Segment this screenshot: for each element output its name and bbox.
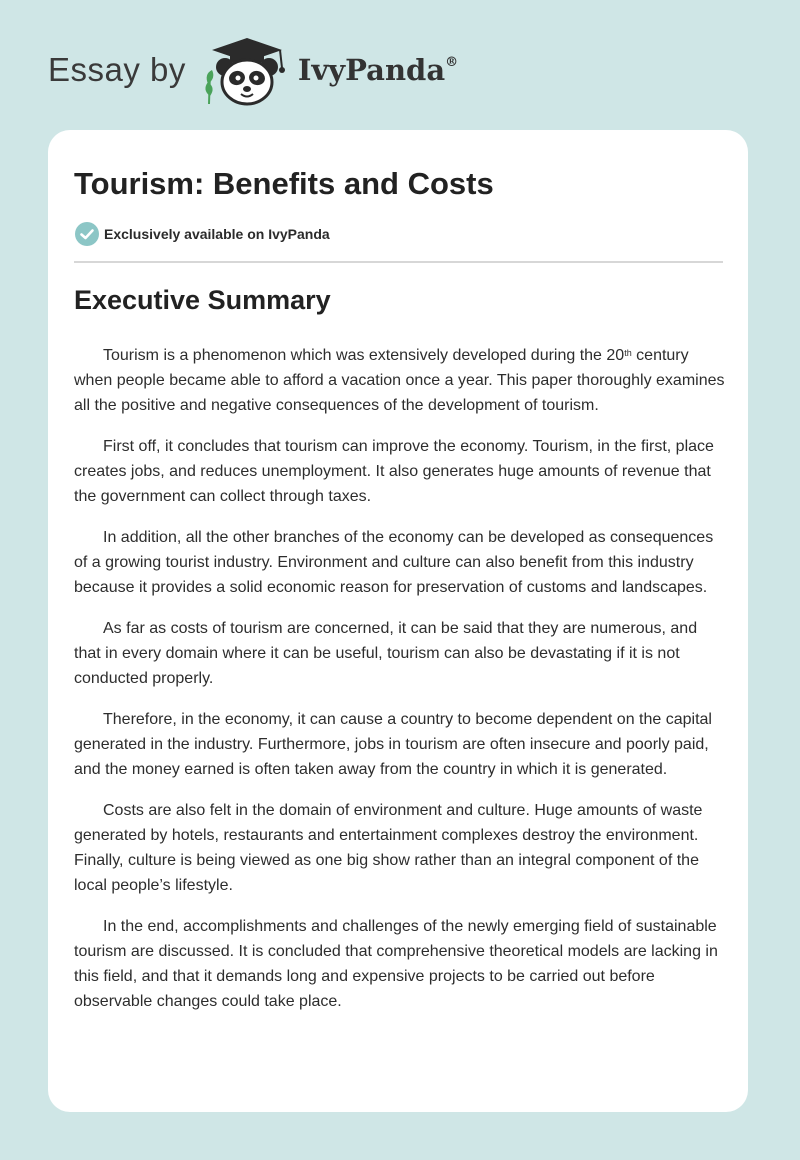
paragraph: Tourism is a phenomenon which was extensively developed during the 20th century when people became able to afford a vacation once a year. This paper thoroughly examines all the positive and negative consequences of the development of tourism. [74,347,725,414]
exclusive-badge [74,221,330,247]
check-circle-icon [74,221,100,247]
paragraph: Costs are also felt in the domain of environment and culture. Huge amounts of waste generated by hotels, restaurants and entertainment complexes destroy the environment. Finally, culture is being viewed as one big show rather than an integral component of the local people’s lifestyle. [74,802,703,894]
panda-graduate-logo-icon[interactable] [200,32,294,108]
site-header [48,30,458,110]
page-title: Tourism: Benefits and Costs [74,166,494,201]
essay-body [74,343,726,1030]
paragraph: Therefore, in the economy, it can cause a country to become dependent on the capital generated in the industry. Furthermore, jobs in tourism are often insecure and poorly paid, and the money earned is often taken away from the country in which it is generated. [74,711,712,778]
paragraph: As far as costs of tourism are concerned, it can be said that they are numerous, and that in every domain where it can be useful, tourism can also be devastating if it is not conducted properly. [74,620,698,687]
section-heading: Executive Summary [74,285,331,315]
paragraph: First off, it concludes that tourism can improve the economy. Tourism, in the first, place creates jobs, and reduces unemployment. It also generates huge amounts of revenue that the government can collect through taxes. [74,438,714,505]
divider [74,261,723,263]
exclusive-badge-label: Exclusively available on IvyPanda [104,226,330,242]
essay-card [48,130,748,1112]
essay-by-label: Essay by [48,51,186,88]
paragraph: In the end, accomplishments and challenges of the newly emerging field of sustainable tourism are discussed. It is concluded that comprehensive theoretical models are lacking in this field, and that it demands long and expensive projects to be carried out before observable changes could take place. [74,918,718,1010]
paragraph: In addition, all the other branches of the economy can be developed as consequences of a growing tourist industry. Environment and culture can also benefit from this industry because it provides a solid economic reason for preservation of customs and landscapes. [74,529,714,596]
brand-name[interactable]: IvyPanda® [297,53,459,87]
